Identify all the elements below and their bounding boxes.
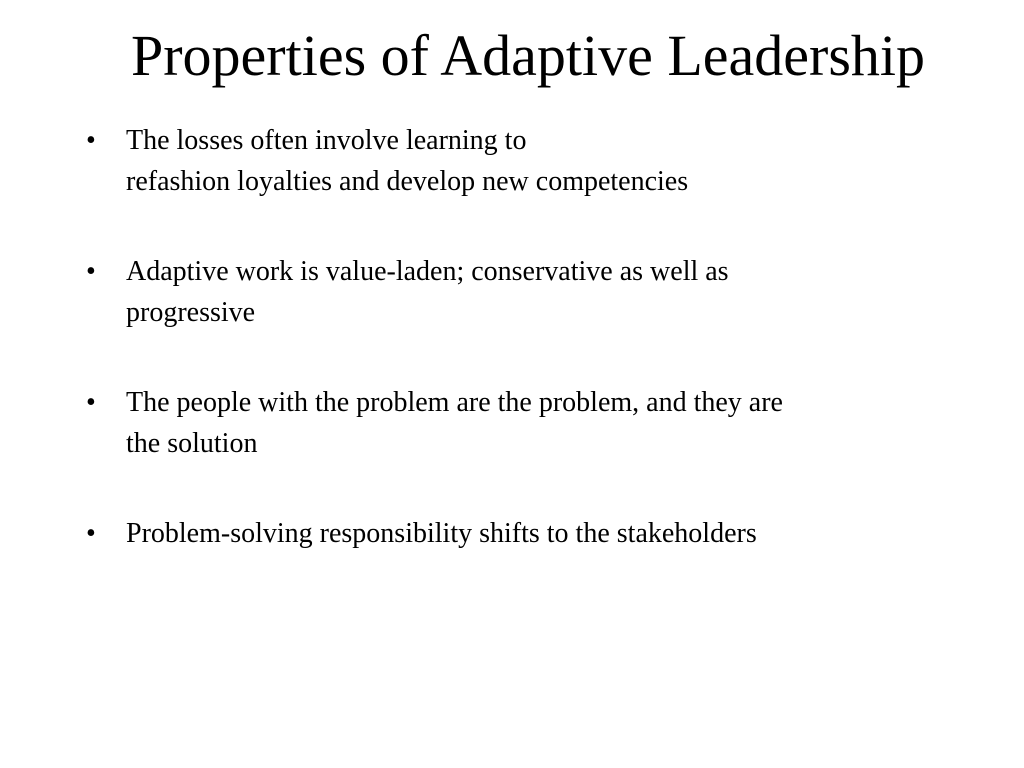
bullet-list: [86, 120, 946, 603]
bullet-item: [86, 513, 946, 554]
bullet-item: [86, 382, 946, 464]
bullet-item: [86, 120, 946, 202]
bullet-text-line: Adaptive work is value-laden; conservative as well as: [126, 256, 729, 287]
bullet-item: [86, 251, 946, 333]
bullet-marker: •: [86, 256, 96, 287]
bullet-text-line: The losses often involve learning to: [126, 125, 527, 156]
bullet-text-line: refashion loyalties and develop new competencies: [126, 166, 689, 197]
bullet-marker: •: [86, 518, 96, 549]
bullet-text-line: Problem-solving responsibility shifts to the stakeholders: [126, 518, 757, 549]
slide-title: Properties of Adaptive Leadership: [130, 23, 926, 88]
bullet-marker: •: [86, 125, 96, 156]
bullet-marker: •: [86, 387, 96, 418]
bullet-text-line: the solution: [126, 428, 258, 459]
bullet-text-line: The people with the problem are the problem, and they are: [126, 387, 783, 418]
bullet-text-line: progressive: [126, 297, 256, 328]
